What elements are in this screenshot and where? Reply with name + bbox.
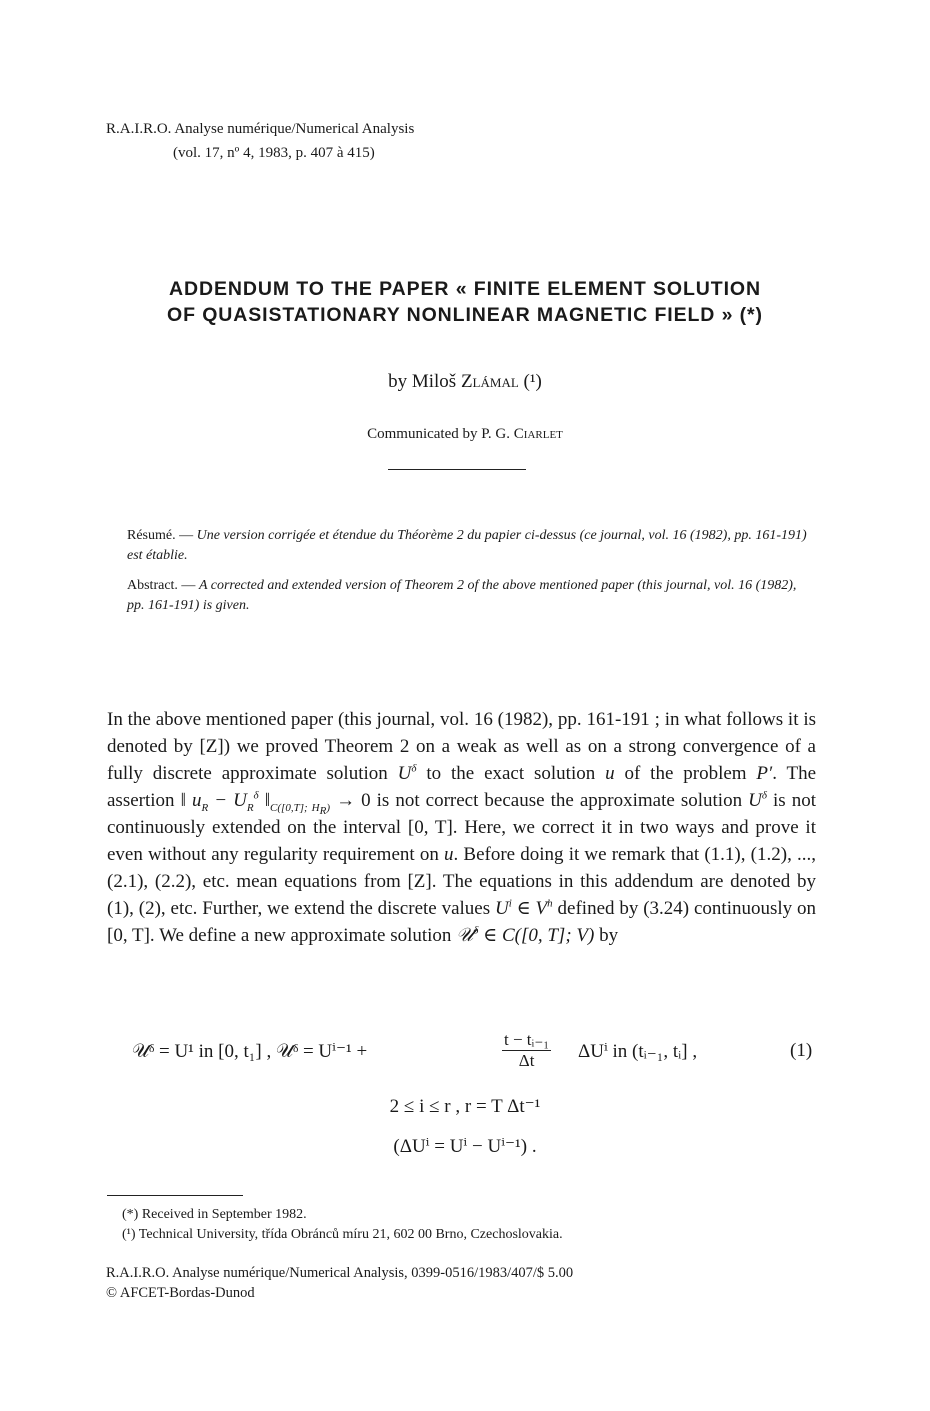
math-u-2: u <box>443 844 454 865</box>
footnote-received: (*) Received in September 1982. <box>122 1207 307 1222</box>
footnote-affiliation: (¹) Technical University, třída Obránců míru 21, 602 00 Brno, Czechoslovakia. <box>122 1227 563 1242</box>
author-footnote-mark: (¹) <box>518 371 542 392</box>
page-footer <box>106 1263 573 1303</box>
journal-line-2: (vol. 17, nº 4, 1983, p. 407 à 415) <box>173 145 375 161</box>
math-solution-space: 𝒰$^\delta$ ∈ C([0, T]; V) <box>456 924 595 946</box>
footer-copyright: © AFCET-Bordas-Dunod <box>106 1285 255 1301</box>
communicated-name: Ciarlet <box>513 426 563 442</box>
math-u: u <box>605 763 615 784</box>
abstract-block <box>127 576 815 616</box>
abstract-text: A corrected and extended version of Theorem 2 of the above mentioned paper (this journal, vol. 16 (1982), pp. 161-191) is given. <box>127 578 797 613</box>
body-text-1: In the above mentioned paper (this journal, vol. 16 (1982), pp. 161-191 ; in what follows it is denoted by [Z]) we proved Theorem 2 on a weak as well as on a strong convergence of a fully discrete approximate solution <box>107 709 816 784</box>
title-line-1: ADDENDUM TO THE PAPER « FINITE ELEMENT SOLUTION <box>169 278 761 300</box>
abstract-label: Abstract. — <box>127 578 199 593</box>
body-text-4: . The assertion ‖ <box>107 763 816 811</box>
footnotes <box>122 1205 563 1245</box>
author-prefix: by Miloš <box>388 371 461 392</box>
footer-journal-line: R.A.I.R.O. Analyse numérique/Numerical Analysis, 0399-0516/1983/407/$ 5.00 <box>106 1265 574 1281</box>
equation-delta-definition: (ΔUⁱ = Uⁱ − Uⁱ⁻¹) . <box>393 1136 537 1157</box>
body-text-9: by <box>594 925 619 946</box>
title-separator-rule <box>388 469 526 470</box>
eq1-right: ΔUⁱ in (tᵢ₋₁, tᵢ] , <box>578 1041 698 1062</box>
body-text-5: → 0 is not correct because the approximate solution <box>330 790 749 811</box>
footnote-rule <box>107 1195 243 1196</box>
body-text-3: of the problem <box>614 763 757 784</box>
resume-label: Résumé. — <box>127 528 197 543</box>
communicated-prefix: Communicated by P. G. <box>367 426 514 442</box>
body-text-2: to the exact solution <box>416 763 606 784</box>
author-line <box>0 371 930 393</box>
communicated-line <box>0 426 930 443</box>
journal-line-1: R.A.I.R.O. Analyse numérique/Numerical Analysis <box>106 121 415 137</box>
resume-block <box>127 526 815 566</box>
math-u-delta: $U^\delta$ <box>397 762 417 784</box>
eq1-numerator: t − tᵢ₋₁ <box>504 1030 550 1049</box>
equation-1 <box>132 1030 822 1080</box>
body-text-8: defined by (3.24) continuously on [0, T]. We define a new approximate solution <box>107 898 816 946</box>
paper-title <box>100 276 830 328</box>
body-paragraph <box>107 706 816 949</box>
math-ui-in-vh: $U^i$ ∈ $V^h$ <box>494 897 553 919</box>
body-text-7: . Before doing it we remark that (1.1), (1.2), ..., (2.1), (2.2), etc. mean equations from [Z]. The equations in this addendum are denoted by (1), (2), etc. Further, we extend the discrete values <box>107 844 816 919</box>
title-line-2: OF QUASISTATIONARY NONLINEAR MAGNETIC FIELD » (*) <box>167 304 763 326</box>
eq1-denominator: Δt <box>518 1051 535 1070</box>
resume-text: Une version corrigée et étendue du Théorème 2 du papier ci-dessus (ce journal, vol. 16 (1982), pp. 161-191) est établie. <box>127 528 807 563</box>
math-problem-p: P′ <box>756 763 773 784</box>
math-norm-expression: $u_R - U_R^\delta$ $‖_{C([0,T]; H_R)}$ <box>191 789 331 817</box>
eq1-fraction <box>502 1030 551 1071</box>
equation-range: 2 ≤ i ≤ r , r = T Δt⁻¹ <box>389 1096 541 1117</box>
author-surname: Zlámal <box>460 371 519 392</box>
journal-header <box>106 117 414 165</box>
eq1-number: (1) <box>790 1040 813 1061</box>
eq1-left: 𝒰ᵟ = U¹ in [0, t₁] , 𝒰ᵟ = Uⁱ⁻¹ + <box>132 1041 368 1062</box>
body-text-6: is not continuously extended on the interval [0, T]. Here, we correct it in two ways and prove it even without any regularity requirement on <box>107 790 817 865</box>
math-u-delta-2: $U^\delta$ <box>748 789 767 811</box>
